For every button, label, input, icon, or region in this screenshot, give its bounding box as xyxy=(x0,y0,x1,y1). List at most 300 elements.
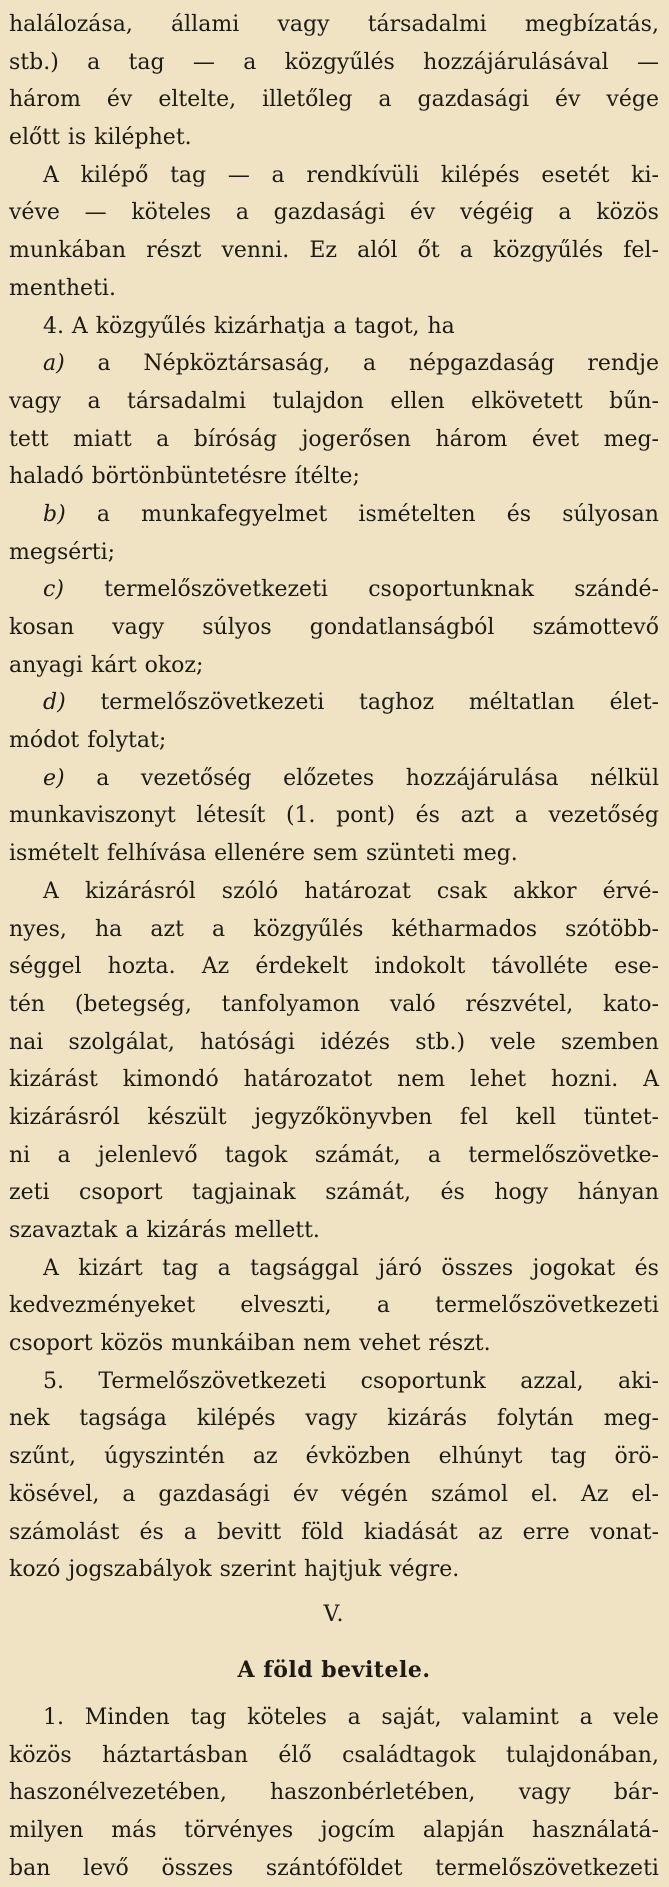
text-line xyxy=(9,1325,659,1363)
word: és xyxy=(139,1519,164,1545)
word: tag xyxy=(550,1444,587,1470)
text-line xyxy=(9,232,659,270)
word: számolást xyxy=(9,1519,120,1545)
word: nai xyxy=(9,1029,44,1055)
word: elkövetett xyxy=(471,388,583,414)
word: kilépő xyxy=(80,162,149,188)
word: gazdasági xyxy=(158,1481,270,1507)
word: kedvezményeket xyxy=(9,1293,196,1319)
word: ismételten xyxy=(358,501,476,527)
word: a xyxy=(125,1218,139,1243)
word: szünteti xyxy=(365,841,455,867)
text-line xyxy=(9,684,659,722)
text-line xyxy=(9,496,659,534)
word: év xyxy=(106,87,133,113)
word: kizárásról xyxy=(9,1104,120,1130)
word: való xyxy=(389,991,436,1017)
word: séggel xyxy=(9,954,82,980)
text-line xyxy=(9,948,659,986)
word: érvé- xyxy=(602,878,659,904)
word: kosan xyxy=(9,615,75,640)
word: létesít xyxy=(196,803,266,829)
word: távolléte xyxy=(491,954,589,980)
word: termelőszövetkezeti xyxy=(100,690,325,716)
word: b) xyxy=(43,501,66,527)
word: anyagi xyxy=(9,652,83,678)
text-line xyxy=(9,1514,659,1552)
word: (betegség, xyxy=(74,991,192,1017)
word: felhívása xyxy=(106,841,207,867)
word: halálozása, xyxy=(9,12,133,37)
word: — xyxy=(636,49,659,75)
word: munkaviszonyt xyxy=(9,803,176,829)
word: összes xyxy=(161,1855,234,1881)
word: termelőszövetke- xyxy=(468,1142,659,1168)
text-line xyxy=(9,6,659,44)
word: a xyxy=(271,162,285,188)
word: vehet xyxy=(359,1331,421,1357)
text-line xyxy=(9,1250,659,1288)
word: el- xyxy=(631,1481,659,1507)
word: számát, xyxy=(314,1142,401,1168)
word: törvényes xyxy=(184,1817,294,1843)
word: őt xyxy=(417,238,440,264)
word: alapján xyxy=(422,1817,505,1843)
word: meg- xyxy=(603,426,659,452)
word: három xyxy=(9,87,81,113)
word: súlyosan xyxy=(562,501,659,527)
word: — xyxy=(84,200,107,226)
word: az xyxy=(252,1444,278,1470)
word: termelőszövetkezeti xyxy=(104,577,328,603)
word: használatá- xyxy=(531,1817,659,1843)
text-line xyxy=(9,1099,659,1137)
word: tag xyxy=(190,1704,227,1730)
word: úgyszintén xyxy=(104,1444,225,1470)
word: érdekelt xyxy=(255,954,349,980)
word: jogszabályok xyxy=(68,1557,212,1583)
word: ellen xyxy=(390,388,445,414)
word: végén xyxy=(341,1481,408,1507)
word: vagy xyxy=(9,388,62,414)
word: haszonélvezetében, xyxy=(9,1780,227,1806)
word: készült xyxy=(147,1104,227,1130)
word: számol xyxy=(430,1481,509,1507)
word: hozni. xyxy=(551,1067,619,1093)
word: venni. xyxy=(221,238,290,264)
word: vezetőség xyxy=(140,765,252,791)
word: termelőszövetkezeti xyxy=(435,1855,659,1881)
word: három xyxy=(435,426,508,452)
word: tén xyxy=(9,991,46,1017)
word: a xyxy=(217,1255,231,1281)
word: közgyűlés xyxy=(492,238,604,264)
word: szerint xyxy=(219,1557,297,1583)
word: bíróság xyxy=(193,426,278,452)
word: a xyxy=(212,916,226,942)
word: végre. xyxy=(389,1557,460,1583)
word: meg- xyxy=(603,1406,659,1432)
text-line xyxy=(9,873,659,911)
word: sem xyxy=(312,841,359,867)
word: 5. xyxy=(43,1368,64,1394)
text-line xyxy=(9,194,659,232)
word: tett xyxy=(9,426,49,452)
word: aki- xyxy=(618,1368,659,1394)
word: és xyxy=(634,1255,659,1281)
word: társadalmi xyxy=(127,388,247,414)
word: élő xyxy=(278,1742,312,1768)
word: gazdasági xyxy=(417,87,530,113)
word: a xyxy=(347,1704,361,1730)
word: módot xyxy=(9,728,80,754)
word: akkor xyxy=(512,878,577,904)
text-line xyxy=(9,119,659,157)
word: nem xyxy=(397,1067,446,1093)
word: nyes, xyxy=(9,916,67,942)
word: méltatlan xyxy=(468,690,575,716)
word: vele xyxy=(613,1704,659,1730)
text-line xyxy=(9,81,659,119)
word: Ez xyxy=(309,238,337,264)
word: (1. xyxy=(285,803,316,829)
word: 1. xyxy=(43,1704,64,1730)
word: tagsággal xyxy=(250,1255,359,1281)
word: haszonbérletében, xyxy=(270,1780,476,1806)
word: pont) xyxy=(336,803,396,829)
word: Termelőszövetkezeti xyxy=(98,1368,327,1394)
word: határozatot xyxy=(243,1067,373,1093)
word: év xyxy=(555,87,581,113)
word: azt xyxy=(150,916,184,942)
word: ese- xyxy=(614,954,659,980)
word: hozta. xyxy=(107,954,176,980)
word: — xyxy=(227,162,250,188)
word: közgyűlés xyxy=(95,313,206,339)
text-line xyxy=(9,308,659,346)
text-line xyxy=(9,383,659,421)
word: élet- xyxy=(609,690,659,716)
word: a xyxy=(427,1142,441,1168)
word: d) xyxy=(43,690,66,716)
text-line xyxy=(9,835,659,873)
text-line xyxy=(9,1287,659,1325)
text-line xyxy=(9,1061,659,1099)
word: rendkívüli xyxy=(306,162,420,188)
word: nem xyxy=(303,1331,352,1357)
word: is xyxy=(67,125,87,151)
word: saját, xyxy=(381,1704,442,1730)
word: nek xyxy=(9,1406,50,1432)
word: haladó xyxy=(9,464,84,490)
word: a xyxy=(57,1142,71,1168)
word: indokolt xyxy=(374,954,466,980)
word: megsérti; xyxy=(9,539,116,565)
word: csoportunknak xyxy=(368,577,535,603)
word: hozzájárulásával xyxy=(423,49,609,75)
word: bár- xyxy=(613,1780,659,1806)
word: okoz; xyxy=(144,652,204,678)
word: közös xyxy=(596,200,659,226)
word: rendje xyxy=(587,351,659,377)
text-line xyxy=(9,1850,659,1887)
word: ban xyxy=(9,1855,51,1881)
text-line xyxy=(9,1812,659,1850)
word: azt xyxy=(460,803,495,829)
word: a xyxy=(378,87,392,113)
word: kösével, xyxy=(9,1481,100,1507)
word: Népköztársaság, xyxy=(143,351,331,377)
word: csoport xyxy=(9,1331,93,1357)
word: járó xyxy=(378,1255,422,1281)
word: termelőszövetkezeti xyxy=(435,1293,659,1319)
word: kizárás xyxy=(146,1218,227,1243)
word: részt xyxy=(146,238,202,264)
word: szolgálat, xyxy=(68,1029,175,1055)
word: vagy xyxy=(305,1406,358,1432)
word: fel xyxy=(459,1104,489,1130)
word: részt. xyxy=(428,1331,491,1357)
word: zeti xyxy=(9,1180,50,1206)
word: köteles xyxy=(131,200,212,226)
text-line xyxy=(9,44,659,82)
word: kimondó xyxy=(122,1067,219,1093)
word: hozzájárulása xyxy=(405,765,559,791)
word: jogcím xyxy=(320,1817,396,1843)
word: taghoz xyxy=(359,690,435,716)
word: vége xyxy=(606,87,659,113)
word: megbízatás, xyxy=(524,12,659,37)
word: bűn- xyxy=(609,388,659,414)
text-line xyxy=(9,270,659,308)
section-number: V. xyxy=(323,1601,345,1627)
text-line xyxy=(9,1476,659,1514)
word: nélkül xyxy=(590,765,659,791)
word: mentheti. xyxy=(9,275,116,301)
text-line xyxy=(9,421,659,459)
word: stb.) xyxy=(415,1029,466,1055)
word: a xyxy=(183,1519,197,1545)
word: tanfolyamon xyxy=(221,991,361,1017)
word: kétharmados xyxy=(391,916,538,942)
word: illetőleg xyxy=(262,87,353,113)
word: részvétel, xyxy=(465,991,574,1017)
word: a xyxy=(514,803,528,829)
word: munkafegyelmet xyxy=(141,501,328,527)
word: vonat- xyxy=(589,1519,659,1545)
word: idézés xyxy=(320,1029,391,1055)
word: tag xyxy=(128,49,165,75)
word: miatt xyxy=(73,426,132,452)
text-line xyxy=(9,609,659,647)
text-line xyxy=(9,1212,659,1250)
word: és xyxy=(440,1180,465,1206)
word: kozó xyxy=(9,1557,61,1583)
word: kell xyxy=(515,1104,557,1130)
word: kizárhatja xyxy=(213,313,326,339)
word: szemben xyxy=(560,1029,659,1055)
word: ha xyxy=(427,313,455,339)
word: 4. xyxy=(43,313,64,339)
word: ismételt xyxy=(9,841,99,867)
word: tagjainak xyxy=(192,1180,296,1206)
word: kizárást xyxy=(9,1067,98,1093)
text-line xyxy=(9,1699,659,1737)
word: vele xyxy=(490,1029,536,1055)
word: A xyxy=(643,1067,659,1093)
word: a xyxy=(558,200,572,226)
word: levő xyxy=(83,1855,129,1881)
word: év xyxy=(292,1481,319,1507)
text-line xyxy=(9,1174,659,1212)
word: a xyxy=(122,1481,136,1507)
word: jogerősen xyxy=(301,426,411,452)
text-line xyxy=(9,1737,659,1775)
word: vagy xyxy=(112,615,165,640)
word: kiadását xyxy=(363,1519,458,1545)
word: csoportunk xyxy=(360,1368,486,1394)
text-line xyxy=(9,157,659,195)
word: és xyxy=(415,803,440,829)
text-line xyxy=(9,534,659,572)
word: kilépés xyxy=(196,1406,276,1432)
word: erre xyxy=(522,1519,570,1545)
text-line xyxy=(9,986,659,1024)
text-line xyxy=(9,345,659,383)
word: hajtjuk xyxy=(304,1557,382,1583)
word: csoport xyxy=(79,1180,163,1206)
word: Az xyxy=(580,1481,609,1507)
word: év xyxy=(409,200,436,226)
word: kárt xyxy=(90,652,137,678)
text-line xyxy=(9,722,659,760)
word: előtt xyxy=(9,125,60,151)
word: — xyxy=(192,49,215,75)
word: A xyxy=(71,313,88,339)
word: A xyxy=(43,1255,59,1281)
word: esetét xyxy=(541,162,610,188)
text-line xyxy=(9,1774,659,1812)
word: szándé- xyxy=(574,577,659,603)
word: jogokat xyxy=(532,1255,616,1281)
word: bevitt xyxy=(216,1519,282,1545)
word: ha xyxy=(94,916,123,942)
word: összes xyxy=(441,1255,514,1281)
word: vagy xyxy=(518,1780,571,1806)
word: évet xyxy=(531,426,580,452)
word: jegyzőkönyvben xyxy=(254,1104,433,1130)
word: a xyxy=(362,351,377,377)
word: vezetőség xyxy=(548,803,659,829)
word: a xyxy=(87,49,101,75)
word: munkáiban xyxy=(171,1331,296,1357)
word: közgyűlés xyxy=(253,916,364,942)
word: ni xyxy=(9,1142,31,1168)
word: szóló xyxy=(221,878,279,904)
word: tagot, xyxy=(354,313,420,339)
text-line xyxy=(9,458,659,496)
word: szavaztak xyxy=(9,1218,118,1243)
word: a xyxy=(87,388,101,414)
text-line xyxy=(9,1551,659,1589)
word: közgyűlés xyxy=(284,49,395,75)
word: meg. xyxy=(462,841,518,867)
word: csak xyxy=(436,878,487,904)
word: háztartásban xyxy=(102,1742,249,1768)
word: lehet xyxy=(470,1067,527,1093)
word: számát, xyxy=(325,1180,411,1206)
word: a xyxy=(97,351,111,377)
text-line xyxy=(9,1438,659,1476)
word: közös xyxy=(100,1331,164,1357)
word: elveszti, xyxy=(240,1293,332,1319)
word: a xyxy=(243,49,257,75)
word: valamint xyxy=(462,1704,559,1730)
word: hatósági xyxy=(200,1029,295,1055)
word: föld xyxy=(301,1519,344,1545)
word: örö- xyxy=(614,1444,659,1470)
word: kizárt xyxy=(78,1255,143,1281)
word: e) xyxy=(43,765,65,791)
word: ítélte; xyxy=(294,464,360,490)
word: tag xyxy=(170,162,207,188)
word: folytat; xyxy=(87,728,167,754)
word: hányan xyxy=(577,1180,659,1206)
word: szűnt, xyxy=(9,1444,77,1470)
word: határozat xyxy=(304,878,411,904)
word: véve xyxy=(9,200,60,226)
text-line xyxy=(9,571,659,609)
section-heading: A föld bevitele. xyxy=(237,1656,431,1683)
word: fel- xyxy=(623,238,659,264)
word: elhúnyt xyxy=(438,1444,523,1470)
word: kato- xyxy=(603,991,659,1017)
word: ellenére xyxy=(214,841,305,867)
text-line xyxy=(9,1400,659,1438)
text-line xyxy=(9,797,659,835)
word: kiléphet. xyxy=(94,125,192,151)
text-line xyxy=(9,760,659,798)
word: számottevő xyxy=(532,615,659,640)
word: ki- xyxy=(631,162,659,188)
word: évközben xyxy=(305,1444,411,1470)
word: és xyxy=(506,501,532,527)
word: a xyxy=(459,238,473,264)
word: súlyos xyxy=(202,615,272,640)
word: alól xyxy=(357,238,398,264)
word: kizárásról xyxy=(84,878,196,904)
word: Minden xyxy=(84,1704,170,1730)
word: a xyxy=(156,426,170,452)
word: azzal, xyxy=(520,1368,584,1394)
word: köteles xyxy=(247,1704,327,1730)
word: a xyxy=(579,1704,593,1730)
word: gazdasági xyxy=(273,200,386,226)
word: végéig xyxy=(460,200,534,226)
word: milyen xyxy=(9,1817,84,1843)
word: kilépés xyxy=(440,162,520,188)
word: közös xyxy=(9,1742,72,1768)
word: népgazdaság xyxy=(408,351,555,377)
word: börtönbüntetésre xyxy=(91,464,287,490)
word: tagok xyxy=(224,1142,288,1168)
word: tag xyxy=(162,1255,199,1281)
word: eltelte, xyxy=(158,87,237,113)
word: más xyxy=(111,1817,157,1843)
word: a) xyxy=(43,351,65,377)
text-line xyxy=(9,1024,659,1062)
word: Az xyxy=(201,954,230,980)
